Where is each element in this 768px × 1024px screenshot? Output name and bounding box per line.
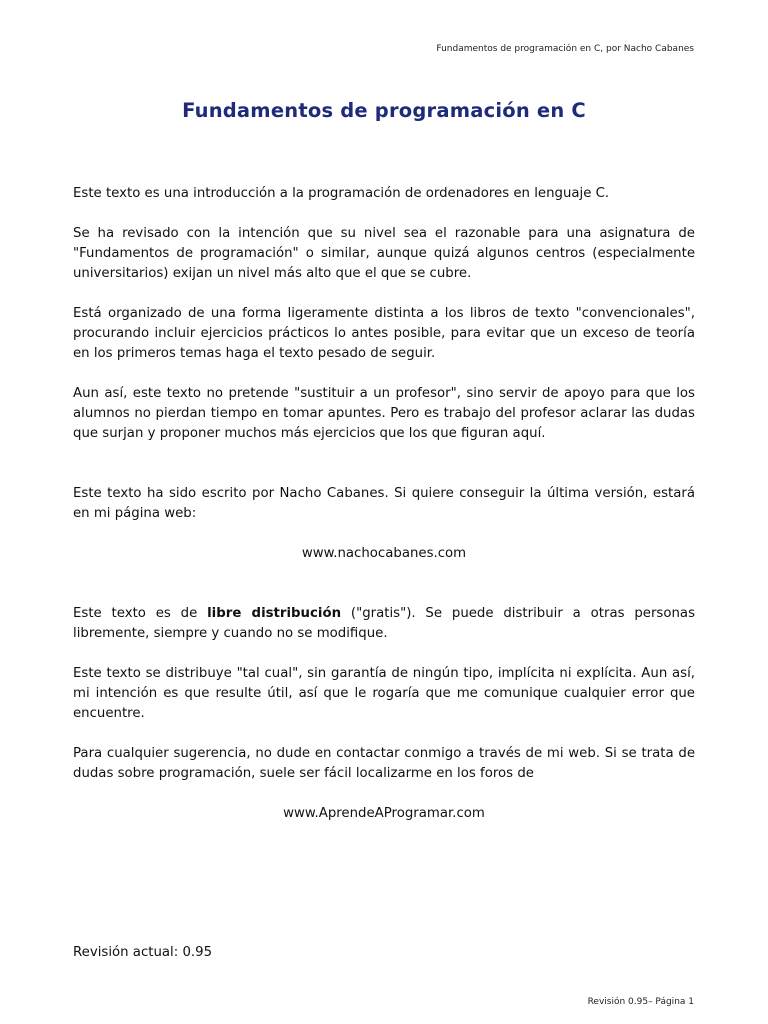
license-bold-text: libre distribución <box>207 606 342 621</box>
paragraph-author: Este texto ha sido escrito por Nacho Cabanes. Si quiere conseguir la última versión, estará en mi página web: <box>73 486 695 521</box>
forum-link[interactable]: www.AprendeAProgramar.com <box>283 806 485 821</box>
paragraph-warranty: Este texto se distribuye "tal cual", sin garantía de ningún tipo, implícita ni explícita. Aun así, mi intención es que resulte útil, así que le rogaría que me comunique cualquier error que encuentre. <box>73 666 695 721</box>
license-text-before: Este texto es de <box>73 606 208 621</box>
paragraph-teacher: Aun así, este texto no pretende "sustituir a un profesor", sino servir de apoyo para que los alumnos no pierdan tiempo en tomar apuntes. Pero es trabajo del profesor aclarar las dudas que surjan y proponer muchos más ejercicios que los que figuran aquí. <box>73 386 695 441</box>
license-text-after: ("gratis"). Se puede distribuir a otras personas libremente, siempre y cuando no se modifique. <box>73 606 695 641</box>
website-link[interactable]: www.nachocabanes.com <box>301 546 467 561</box>
paragraph-intro: Este texto es una introducción a la programación de ordenadores en lenguaje C. <box>73 186 610 201</box>
paragraph-contact: Para cualquier sugerencia, no dude en contactar conmigo a través de mi web. Si se trata de dudas sobre programación, suele ser fácil localizarme en los foros de <box>73 746 695 781</box>
paragraph-level: Se ha revisado con la intención que su nivel sea el razonable para una asignatura de "Fundamentos de programación" o similar, aunque quizá algunos centros (especialmente universitarios) exijan un nivel más alto que el que se cubre. <box>73 226 695 281</box>
revision-label: Revisión actual: 0.95 <box>73 945 213 960</box>
paragraph-license <box>73 604 695 644</box>
running-header: Fundamentos de programación en C, por Nacho Cabanes <box>436 44 694 54</box>
page-footer: Revisión 0.95– Página 1 <box>587 997 694 1007</box>
paragraph-organization: Está organizado de una forma ligeramente distinta a los libros de texto "convencionales", procurando incluir ejercicios prácticos lo antes posible, para evitar que un exceso de teoría en los primeros temas haga el texto pesado de seguir. <box>73 306 695 361</box>
document-body <box>73 184 695 824</box>
document-title: Fundamentos de programación en C <box>182 99 586 122</box>
